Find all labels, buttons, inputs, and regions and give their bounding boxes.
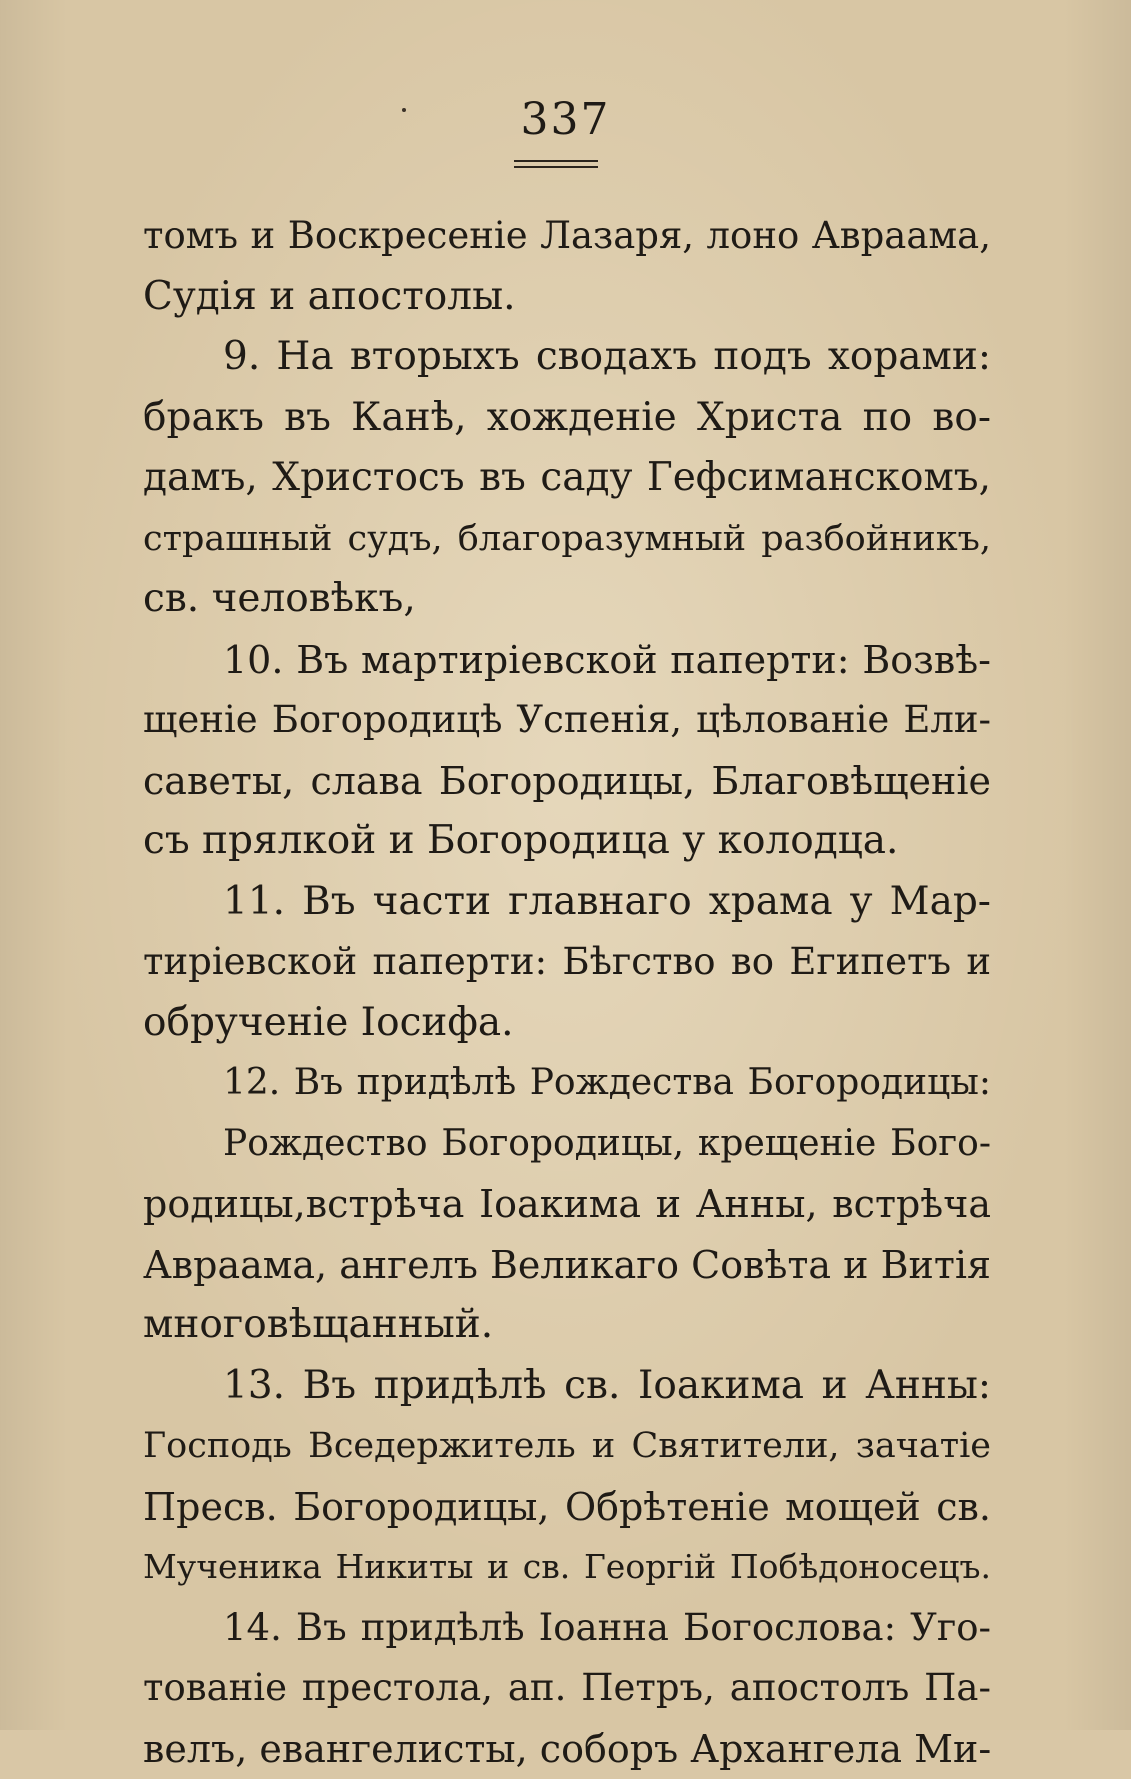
text-line: велъ, евангелисты, соборъ Архангела Ми- [143, 1719, 991, 1779]
text-line: саветы, слава Богородицы, Благовѣщеніе [143, 751, 991, 812]
text-line: 10. Въ мартиріевской паперти: Возвѣ- [143, 630, 991, 691]
text-line: тованіе престола, ап. Петръ, апостолъ Па- [143, 1658, 991, 1719]
text-line: 12. Въ придѣлѣ Рождества Богородицы: [143, 1053, 991, 1114]
header-rule-bottom [514, 166, 598, 168]
text-line: страшный судъ, благоразумный разбойникъ, [143, 509, 991, 570]
text-line: дамъ, Христосъ въ саду Гефсиманскомъ, [143, 448, 991, 509]
text-line: многовѣщанный. [143, 1295, 991, 1356]
text-line: обрученіе Іосифа. [143, 993, 991, 1054]
text-line: Господь Вседержитель и Святители, зачатіе [143, 1416, 991, 1477]
text-line: Авраама, ангелъ Великаго Совѣта и Витія [143, 1235, 991, 1296]
text-line: Мученика Никиты и св. Георгій Побѣдоносецъ. [143, 1537, 991, 1598]
body-text [143, 206, 991, 1779]
text-line: томъ и Воскресеніе Лазаря, лоно Авраама, [143, 206, 991, 267]
text-line: Судія и апостолы. [143, 267, 991, 328]
text-line: Рождество Богородицы, крещеніе Бого- [143, 1114, 991, 1175]
text-line: Пресв. Богородицы, Обрѣтеніе мощей св. [143, 1477, 991, 1538]
text-line: 14. Въ придѣлѣ Іоанна Богослова: Уго- [143, 1598, 991, 1659]
text-line: родицы,встрѣча Іоакима и Анны, встрѣча [143, 1174, 991, 1235]
text-line: 11. Въ части главнаго храма у Мар- [143, 872, 991, 933]
text-line: тиріевской паперти: Бѣгство во Египетъ и [143, 932, 991, 993]
text-line: 13. Въ придѣлѣ св. Іоакима и Анны: [143, 1356, 991, 1417]
text-line: щеніе Богородицѣ Успенія, цѣлованіе Ели- [143, 690, 991, 751]
page-number: 337 [0, 98, 1131, 142]
text-line: бракъ въ Канѣ, хожденіе Христа по во- [143, 388, 991, 449]
header-rule-top [514, 160, 598, 162]
text-line: св. человѣкъ, [143, 569, 991, 630]
text-line: съ прялкой и Богородица у колодца. [143, 811, 991, 872]
text-line: 9. На вторыхъ сводахъ подъ хорами: [143, 327, 991, 388]
